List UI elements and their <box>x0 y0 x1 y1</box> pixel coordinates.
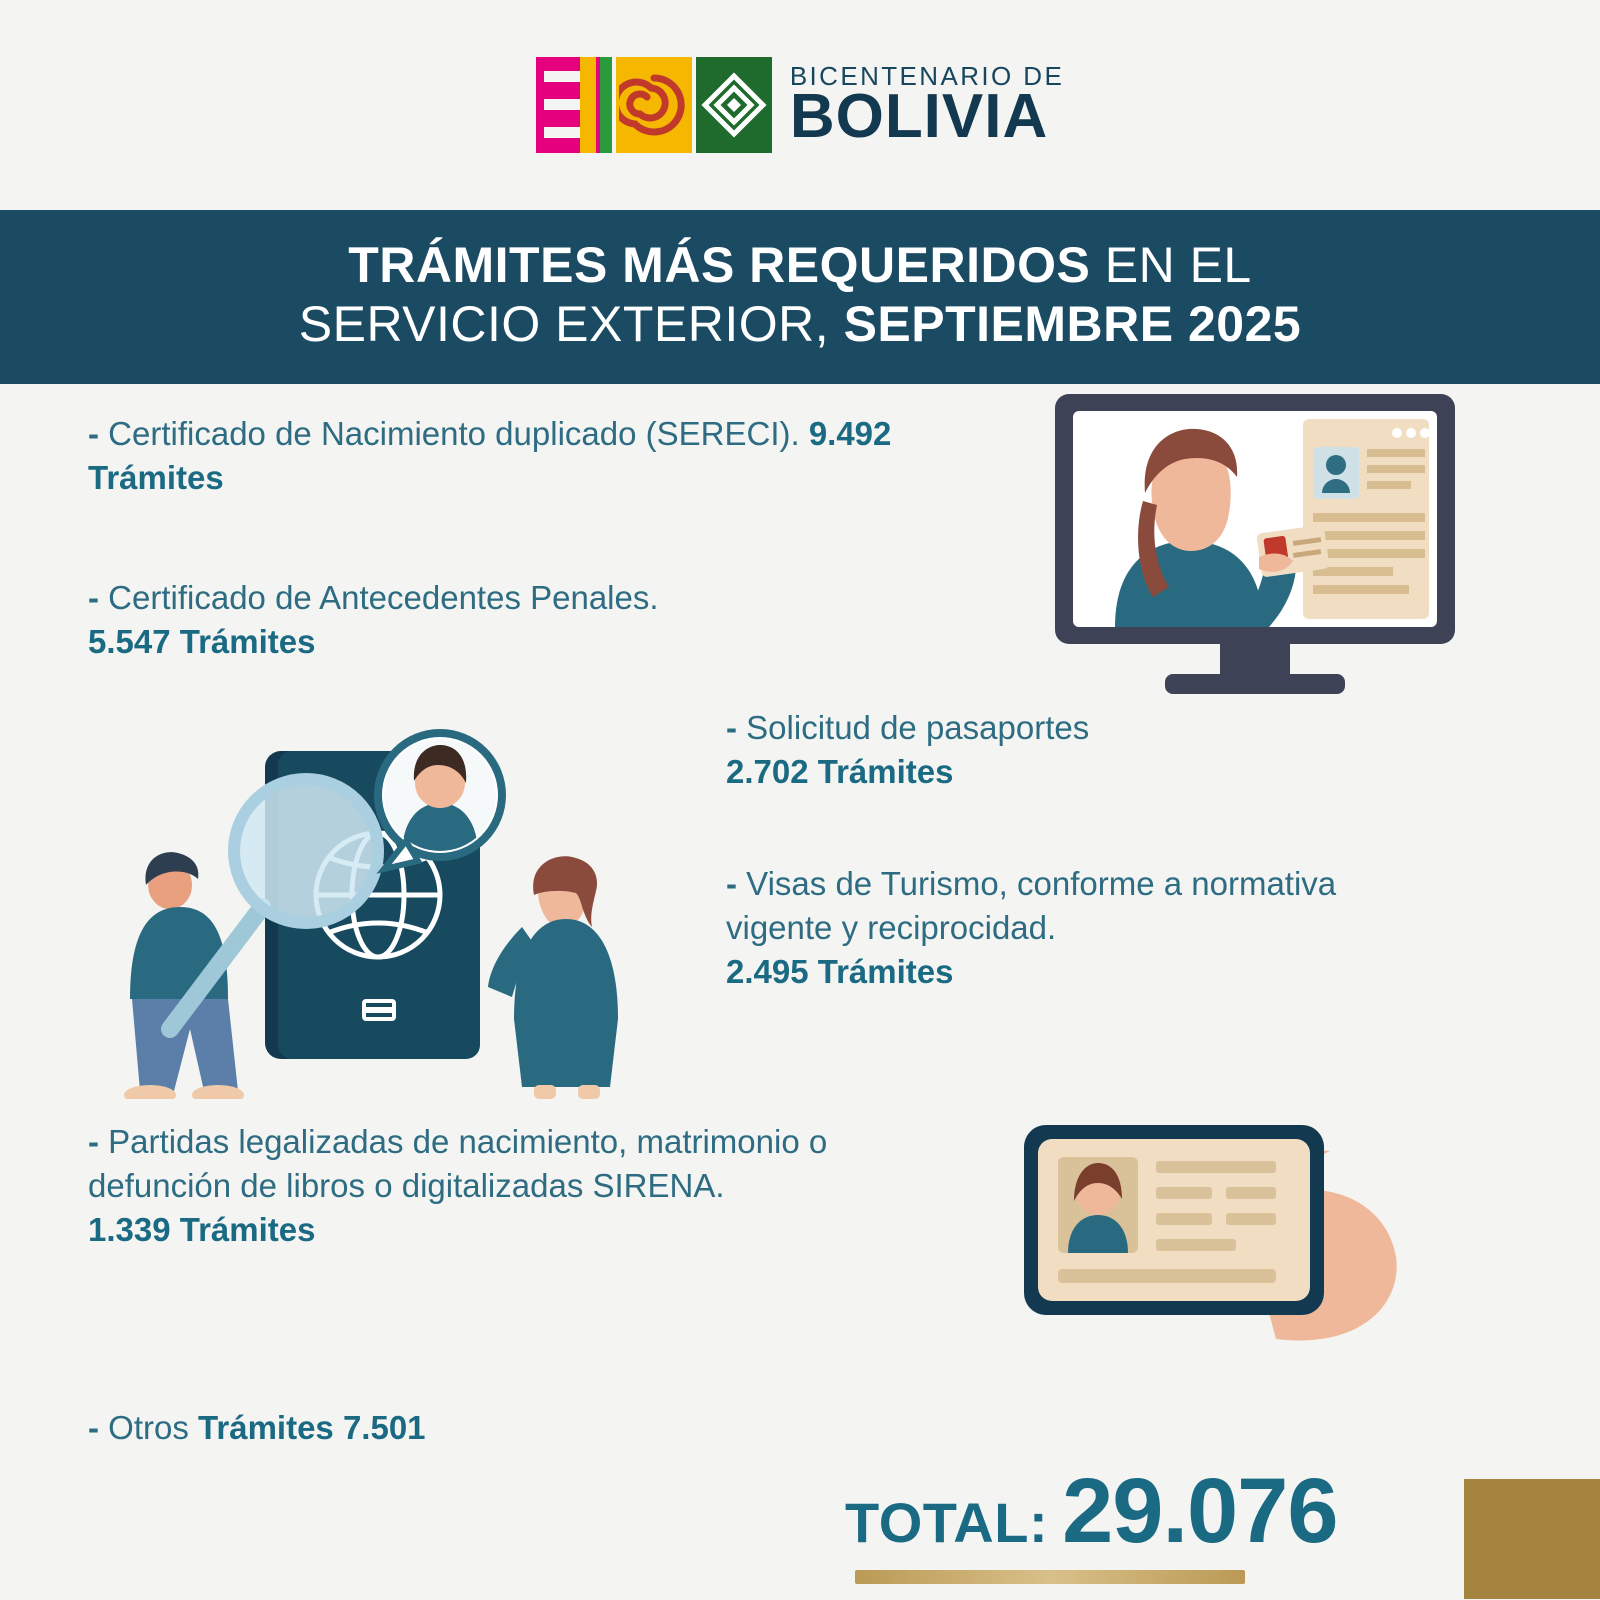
title-line-1 <box>40 236 1560 295</box>
id-card-in-hand-icon <box>1010 1109 1430 1374</box>
list-item-dash: - <box>88 1409 99 1446</box>
title-rest-2: SERVICIO EXTERIOR, <box>298 296 844 352</box>
total-label: TOTAL: <box>845 1491 1049 1554</box>
list-item-dash: - <box>726 865 737 902</box>
title-strong-1: TRÁMITES MÁS REQUERIDOS <box>348 237 1091 293</box>
list-item <box>88 1120 878 1253</box>
list-item-label: Certificado de Nacimiento duplicado (SERECI). <box>108 415 809 452</box>
computer-monitor-icon <box>1045 389 1465 704</box>
list-item <box>726 706 1286 794</box>
logo-mark-andean-icon <box>696 57 772 153</box>
logo-mark-two-icon <box>536 57 612 153</box>
list-item-label: Partidas legalizadas de nacimiento, matrimonio o defunción de libros o digitalizadas SIRENA. <box>88 1123 828 1205</box>
list-item-dash: - <box>726 709 737 746</box>
bicentenario-logo-marks <box>536 57 772 153</box>
passport-inspection-icon <box>110 699 640 1104</box>
list-item-label: Certificado de Antecedentes Penales. <box>108 579 659 616</box>
list-item-value: 1.339 Trámites <box>88 1211 316 1249</box>
brand-line-1: BICENTENARIO DE <box>789 60 1065 91</box>
total-summary <box>845 1459 1445 1584</box>
list-item-value: 9.492 Trámites <box>88 415 892 497</box>
list-item-value: Trámites 7.501 <box>198 1409 426 1446</box>
brand-line-2: BOLIVIA <box>789 82 1049 152</box>
list-item-value: 5.547 Trámites <box>88 623 316 661</box>
list-item-dash: - <box>88 415 99 452</box>
list-item-dash: - <box>88 1123 99 1160</box>
total-underline <box>855 1570 1245 1584</box>
page-title <box>0 210 1600 384</box>
title-strong-2: SEPTIEMBRE 2025 <box>843 296 1302 352</box>
list-item <box>88 412 908 500</box>
list-item-value: 2.495 Trámites <box>726 953 954 991</box>
brand-text <box>789 60 1065 152</box>
logo-mark-spiral-icon <box>616 57 692 153</box>
content-area <box>0 384 1600 1599</box>
list-item <box>88 576 928 664</box>
list-item <box>726 862 1436 995</box>
list-item-value: 2.702 Trámites <box>726 753 954 791</box>
title-line-2 <box>40 295 1560 354</box>
list-item-label: Visas de Turismo, conforme a normativa vigente y reciprocidad. <box>726 865 1337 947</box>
total-value: 29.076 <box>1062 1460 1338 1562</box>
list-item-dash: - <box>88 579 99 616</box>
list-item-label: Otros <box>108 1409 199 1446</box>
list-item-label: Solicitud de pasaportes <box>746 709 1090 746</box>
corner-accent-block <box>1464 1479 1600 1599</box>
list-item <box>88 1406 728 1450</box>
brand-header <box>0 0 1600 210</box>
title-rest-1: EN EL <box>1090 237 1252 293</box>
